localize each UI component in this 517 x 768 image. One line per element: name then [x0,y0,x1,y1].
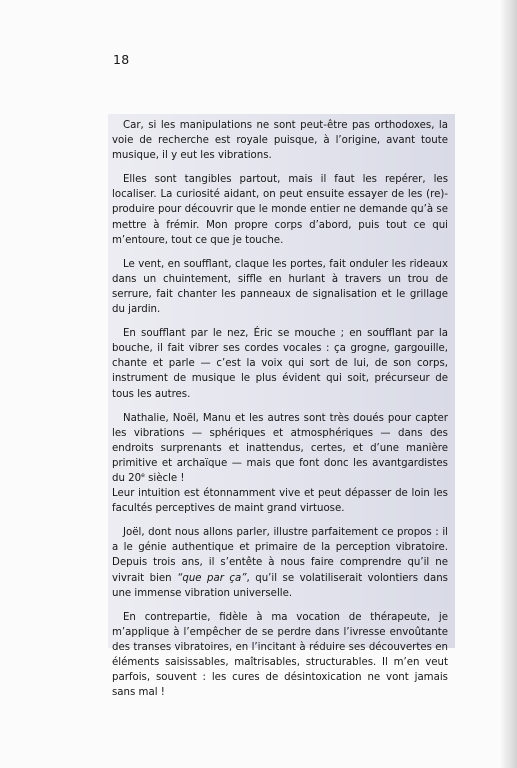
paragraph-7: En contrepartie, fidèle à ma vocation de thérapeute, je m’applique à l’empêcher de se perdre dans l’ivresse envoûtante des transes vibratoires, en l’incitant à réduire ses découvertes en éléments saisissables, maîtrisables, structurables. Il m’en veut parfois, souvent : les cures de désintoxication ne vont jamais sans mal ! [112,611,448,699]
paragraph-5 [112,411,448,486]
paragraph-5-continuation: Leur intuition est étonnamment vive et peut dépasser de loin les facultés perceptives de maint grand virtuose. [112,488,448,515]
quoted-phrase: “que par ça” [177,572,247,584]
paragraph-3: Le vent, en soufflant, claque les portes, fait onduler les rideaux dans un chuintement, siffle en hurlant à travers un trou de serrure, fait chanter les panneaux de signalisation et le grillage du jardin. [112,258,448,316]
paragraph-5-end: siècle ! [144,472,185,484]
text-panel [108,114,455,699]
paragraph-4: En soufflant par le nez, Éric se mouche ; en soufflant par la bouche, il fait vibrer ses cordes vocales : ça grogne, gargouille, chante et parle — c’est la voix qui sort de lui, de son corps, instrument de musique le plus évident qui soit, précurseur de tous les autres. [112,328,448,400]
paragraph-1: Car, si les manipulations ne sont peut-être pas orthodoxes, la voie de recherche est royale puisque, à l’origine, avant toute musique, il y eut les vibrations. [112,120,448,162]
paragraph-2: Elles sont tangibles partout, mais il faut les repérer, les localiser. La curiosité aidant, on peut ensuite essayer de les (re)-produire pour découvrir que le monde entier ne demande qu’à se mettre à frémir. Mon propre corps d’abord, puis tout ce qui m’entoure, tout ce que je touche. [112,174,448,246]
paragraph-6-end: , qu’il se volatiliserait volontiers dans une immense vibration universelle. [112,572,448,599]
paragraph-5-text: Nathalie, Noël, Manu et les autres sont très doués pour capter les vibrations — sphériques et atmosphériques — dans des endroits surprenants et inattendus, certes, et d’une manière primitive et archaïque — mais que font donc les avantgardistes du 20 [112,412,448,484]
paragraph-6 [112,525,448,600]
paragraph-6-text: Joël, dont nous allons parler, illustre parfaitement ce propos : il a le génie authentique et primaire de la perception vibratoire. Depuis trois ans, il s’entête à nous faire comprendre qu’il ne vivrait bien [112,527,448,584]
page-number: 18 [113,52,130,67]
body-text [112,118,448,709]
century-superscript: e [141,471,145,479]
page-fold-shadow [501,0,517,768]
